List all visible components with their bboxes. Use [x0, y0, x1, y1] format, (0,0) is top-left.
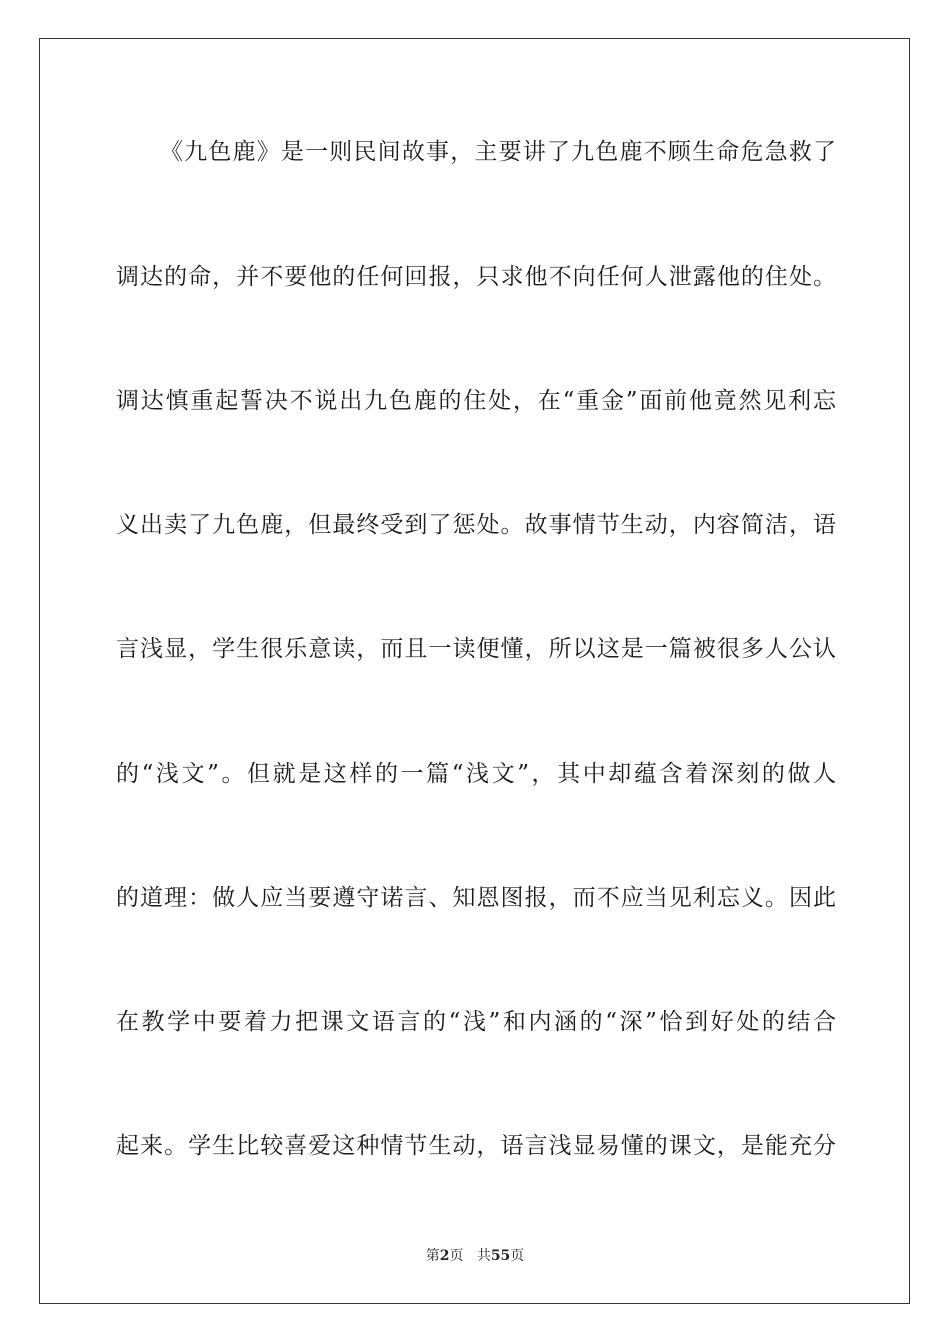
- paragraph-line-5: 言浅显，学生很乐意读，而且一读便懂，所以这是一篇被很多人公认: [116, 636, 836, 662]
- page-prefix: 第: [425, 1248, 440, 1264]
- paragraph-line-7: 的道理：做人应当要遵守诺言、知恩图报，而不应当见利忘义。因此: [116, 885, 836, 911]
- paragraph-line-2: 调达的命，并不要他的任何回报，只求他不向任何人泄露他的住处。: [116, 264, 836, 290]
- paragraph-line-1: 《九色鹿》是一则民间故事，主要讲了九色鹿不顾生命危急救了: [160, 139, 836, 165]
- total-prefix: 共: [476, 1248, 491, 1264]
- paragraph-line-4: 义出卖了九色鹿，但最终受到了惩处。故事情节生动，内容简洁，语: [116, 512, 836, 538]
- paragraph-line-8: 在教学中要着力把课文语言的“浅”和内涵的“深”恰到好处的结合: [116, 1009, 836, 1035]
- page-border: [39, 38, 910, 1304]
- total-suffix: 页: [510, 1248, 525, 1264]
- paragraph-line-3: 调达慎重起誓决不说出九色鹿的住处，在“重金”面前他竟然见利忘: [116, 388, 836, 414]
- paragraph-line-9: 起来。学生比较喜爱这种情节生动，语言浅显易懂的课文，是能充分: [116, 1133, 836, 1159]
- page-number: 2: [439, 1248, 450, 1264]
- total-pages: 55: [490, 1248, 511, 1264]
- page-footer: [0, 1246, 950, 1266]
- page-suffix: 页: [449, 1248, 464, 1264]
- paragraph-line-6: 的“浅文”。但就是这样的一篇“浅文”，其中却蕴含着深刻的做人: [116, 761, 836, 787]
